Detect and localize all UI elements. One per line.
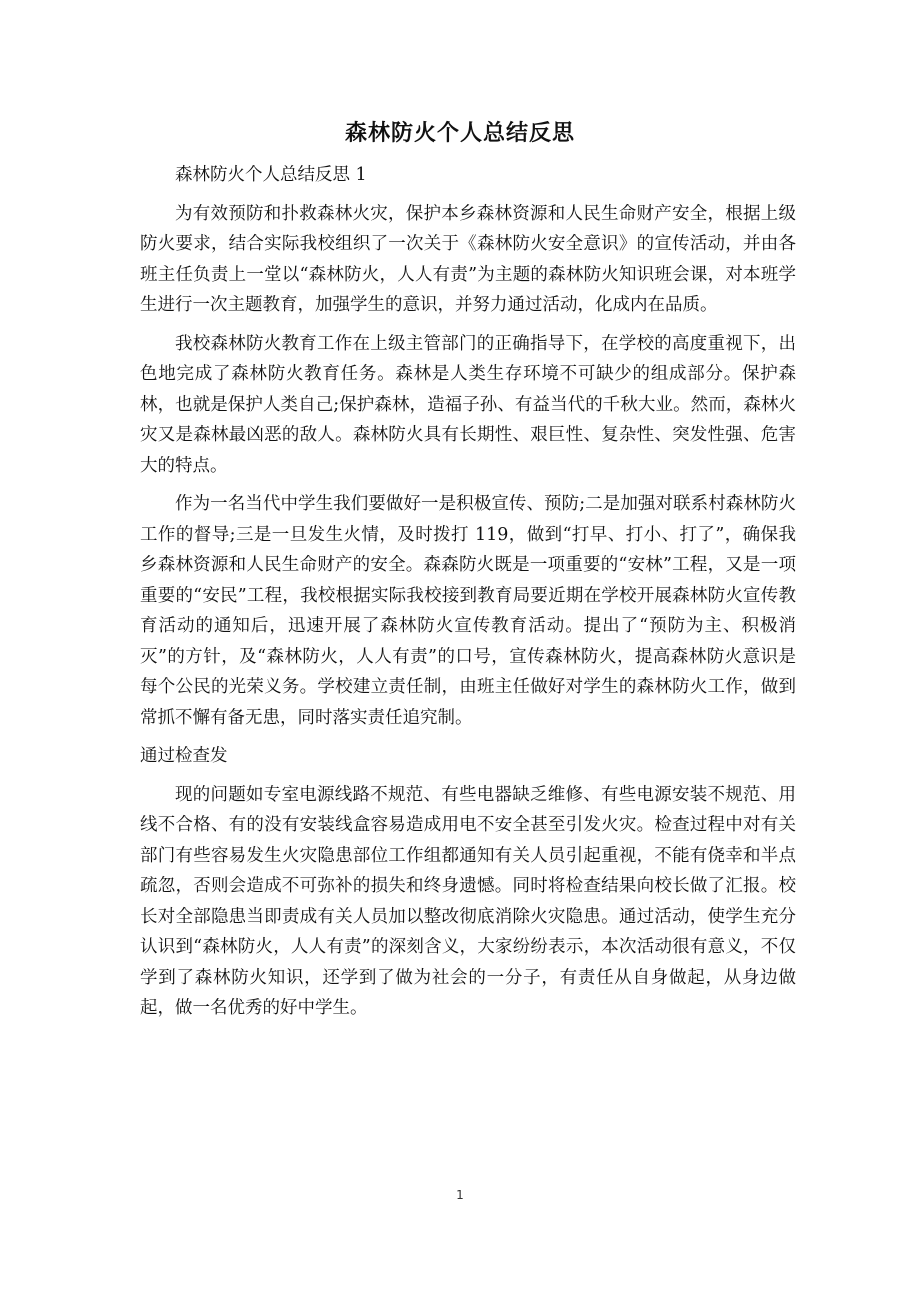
document-body — [140, 160, 796, 1032]
paragraph-inspection-results: 现的问题如专室电源线路不规范、有些电器缺乏维修、有些电源安装不规范、用线不合格、有的没有安装线盒容易造成用电不安全甚至引发火灾。检查过程中对有关部门有些容易发生火灾隐患部位工作组都通知有关人员引起重视，不能有侥幸和半点疏忽，否则会造成不可弥补的损失和终身遗憾。同时将检查结果向校长做了汇报。校长对全部隐患当即责成有关人员加以整改彻底消除火灾隐患。通过活动，使学生充分认识到“森林防火，人人有责”的深刻含义，大家纷纷表示，本次活动很有意义，不仅学到了森林防火知识，还学到了做为社会的一分子，有责任从自身做起，从身边做起，做一名优秀的好中学生。 — [140, 784, 796, 1018]
document-title: 森林防火个人总结反思 — [344, 121, 575, 146]
paragraph-inspection-start: 通过检查发 — [140, 746, 228, 766]
paragraph-student-actions: 作为一名当代中学生我们要做好一是积极宣传、预防;二是加强对联系村森林防火工作的督导;三是一旦发生火情，及时拨打 119，做到“打早、打小、打了”，确保我乡森林资源和人民生命财产的安全。森森防火既是一项重要的“安林”工程，又是一项重要的“安民”工程，我校根据实际我校接到教育局要近期在学校开展森林防火宣传教育活动的通知后，迅速开展了森林防火宣传教育活动。提出了“预防为主、积极消灭”的方针，及“森林防火，人人有责”的口号，宣传森林防火，提高森林防火意识是每个公民的光荣义务。学校建立责任制，由班主任做好对学生的森林防火工作，做到常抓不懈有备无患，同时落实责任追究制。 — [140, 494, 796, 728]
section-heading: 森林防火个人总结反思 1 — [175, 165, 367, 185]
paragraph-intro: 为有效预防和扑救森林火灾，保护本乡森林资源和人民生命财产安全，根据上级防火要求，结合实际我校组织了一次关于《森林防火安全意识》的宣传活动，并由各班主任负责上一堂以“森林防火，人人有责”为主题的森林防火知识班会课，对本班学生进行一次主题教育，加强学生的意识，并努力通过活动，化成内在品质。 — [140, 203, 796, 315]
page-number: 1 — [456, 1188, 464, 1202]
paragraph-forest-protection: 我校森林防火教育工作在上级主管部门的正确指导下，在学校的高度重视下，出色地完成了森林防火教育任务。森林是人类生存环境不可缺少的组成部分。保护森林，也就是保护人类自己;保护森林，造福子孙、有益当代的千秋大业。然而，森林火灾又是森林最凶恶的敌人。森林防火具有长期性、艰巨性、复杂性、突发性强、危害大的特点。 — [140, 333, 796, 476]
